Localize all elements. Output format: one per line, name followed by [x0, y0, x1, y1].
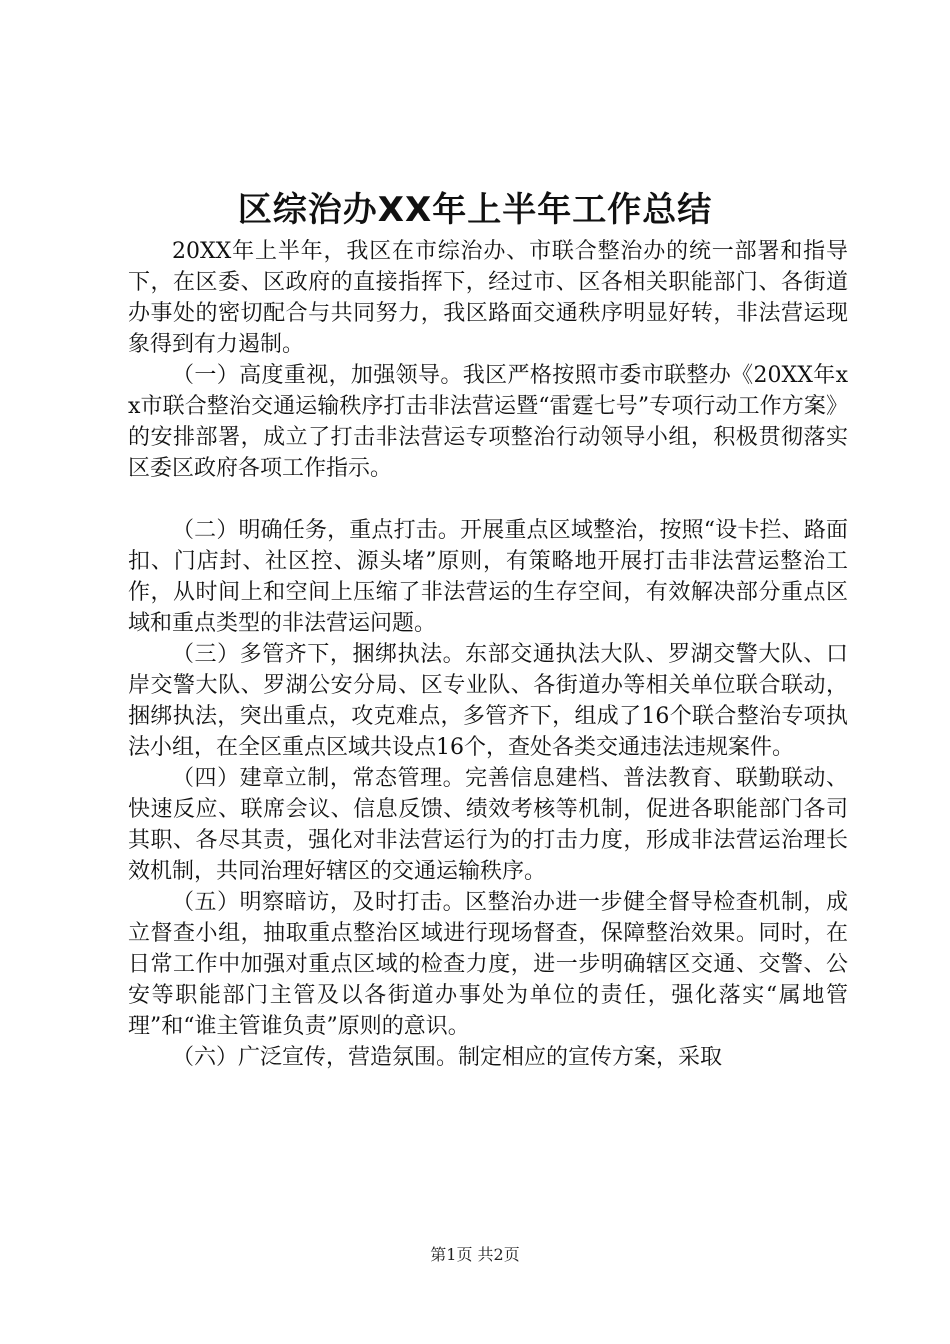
paragraph-section-5: （五）明察暗访，及时打击。区整治办进一步健全督导检查机制，成立督查小组，抽取重点整治区域进行现场督查，保障整治效果。同时，在日常工作中加强对重点区域的检查力度，进一步明确辖区交通、交警、公安等职能部门主管及以各街道办事处为单位的责任，强化落实“属地管理”和“谁主管谁负责”原则的意识。 — [128, 890, 848, 1039]
page-number-footer: 第1页 共2页 — [430, 1245, 520, 1264]
paragraph-section-6: （六）广泛宣传，营造氛围。制定相应的宣传方案，采取 — [172, 1045, 723, 1070]
paragraph-section-2: （二）明确任务，重点打击。开展重点区域整治，按照“设卡拦、路面扣、门店封、社区控、源头堵”原则，有策略地开展打击非法营运整治工作，从时间上和空间上压缩了非法营运的生存空间，有效解决部分重点区域和重点类型的非法营运问题。 — [128, 518, 848, 636]
paragraph-section-1: （一）高度重视，加强领导。我区严格按照市委市联整办《20XX年xx市联合整治交通运输秩序打击非法营运暨“雷霆七号”专项行动工作方案》的安排部署，成立了打击非法营运专项整治行动领导小组，积极贯彻落实区委区政府各项工作指示。 — [128, 363, 848, 481]
paragraph-section-3: （三）多管齐下，捆绑执法。东部交通执法大队、罗湖交警大队、口岸交警大队、罗湖公安分局、区专业队、各街道办等相关单位联合联动，捆绑执法，突出重点，攻克难点，多管齐下，组成了16个联合整治专项执法小组，在全区重点区域共设点16个，查处各类交通违法违规案件。 — [128, 642, 848, 760]
document-body — [128, 236, 848, 1073]
document-title: 区综治办XX年上半年工作总结 — [237, 190, 713, 230]
paragraph-intro: 20XX年上半年，我区在市综治办、市联合整治办的统一部署和指导下，在区委、区政府的直接指挥下，经过市、区各相关职能部门、各街道办事处的密切配合与共同努力，我区路面交通秩序明显好转，非法营运现象得到有力遏制。 — [128, 239, 848, 357]
paragraph-section-4: （四）建章立制，常态管理。完善信息建档、普法教育、联勤联动、快速反应、联席会议、信息反馈、绩效考核等机制，促进各职能部门各司其职、各尽其责，强化对非法营运行为的打击力度，形成非法营运治理长效机制，共同治理好辖区的交通运输秩序。 — [128, 766, 848, 884]
